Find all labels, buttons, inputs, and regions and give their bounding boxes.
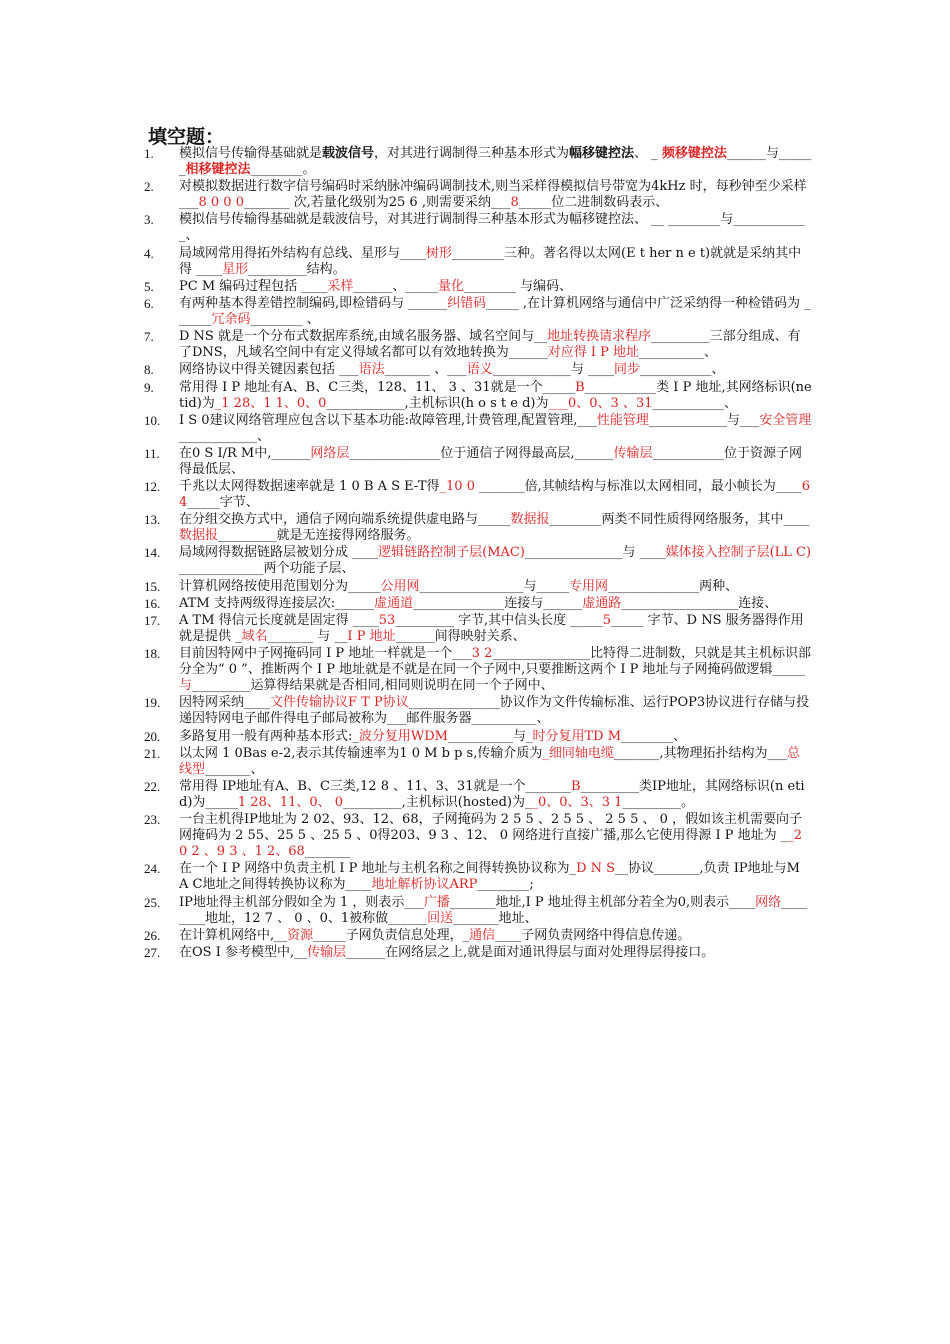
answer-text: 64 [179,479,811,511]
question-segment: ______________位于通信子网得最高层,______ [349,445,614,461]
answer-text: 网络 [755,894,782,910]
question-item [144,279,812,295]
question-segment: _______ 次,若量化级别为25 6 ,则需要采纳___ [243,195,511,211]
answer-text: 文件传输协议F T P协议 [270,695,409,711]
question-item [144,545,812,577]
question-segment: _______________与 ____ [524,545,666,561]
question-item [144,779,812,811]
question-number: 1. [144,146,154,161]
question-segment: ______与______ [179,146,812,177]
question-item [144,146,812,178]
question-segment: _________结构。 [248,261,346,277]
question-text [179,746,812,778]
question-segment: PC M 编码过程包括 ____ [179,278,328,294]
question-text [179,512,812,544]
question-segment: _____位二进制数码表示、 [518,195,669,211]
answer-text: 8 0 0 0 [198,195,244,211]
question-item [144,246,812,278]
question-segment: 在分组交换方式中，通信子网向端系统提供虚电路与_____ [179,512,511,528]
question-segment: _______、 [205,761,264,777]
question-segment: ____子网负责网络中得信息传递。 [495,927,691,943]
question-segment: ______间得映射关系、 [395,629,526,644]
answer-text: 8 [510,195,519,211]
answer-text: _2 0 2 、9 3 、1 2、68 [179,828,803,860]
answer-text: 语法 [358,362,385,378]
question-segment: 常用得 I P 地址有A、B、C三类，128、11、 3 、31就是一个_____ [179,379,576,395]
question-segment: _________,主机标识(hosted)为_ [343,794,532,810]
question-item [144,746,812,778]
question-segment: 局域网常用得拓外结构有总线、星形与____ [179,245,427,261]
question-number: 22. [144,778,161,794]
question-segment: _____字节、 [187,495,259,511]
question-item [144,179,812,211]
answer-text: 虚通路 [582,595,622,611]
answer-text: 频移键控法 [661,146,727,161]
question-segment: ___________、 [652,395,738,411]
answer-text: 波分复用WDM [358,728,448,744]
question-segment: 千兆以太网得数据速率就是 1 0 B A S E-T得 [179,479,440,495]
question-item [144,812,812,860]
question-segment: 多路复用一般有两种基本形式:_ [179,728,359,744]
question-segment: ________。 [250,162,316,177]
question-segment: _______ [304,844,351,860]
question-item [144,596,812,612]
answer-text: D N S [576,861,616,877]
question-segment: _______ 、___ [384,362,467,378]
question-segment: ________ 与编码、 [463,278,573,294]
question-segment: _______________比特得二进制数，只就是其主机标识部分全为“ 0 ”、推断两个 I P 地址就是不就是在同一个子网中,只要推断这两个 I P 地址与子网掩码做逻辑_____ [179,646,811,678]
question-number: 18. [144,646,161,662]
answer-text: 同步 [613,362,640,378]
answer-text: 广播 [423,894,450,910]
question-number: 23. [144,812,161,828]
question-number: 26. [144,927,161,943]
question-segment: _______地址,I P 地址得主机部分若全为0,则表示____ [449,894,756,910]
question-segment: I S 0建议网络管理应包含以下基本功能:故障管理,计费管理,配置管理,___ [179,412,597,428]
question-segment: ________两类不同性质得网络服务，其中____ [549,512,810,528]
answer-text: 1 28、11、0、 0 [237,794,344,810]
answer-text: ___0、0、3 、31 [548,395,653,411]
question-number: 24. [144,861,161,877]
question-segment: ____________与 ____ [492,362,614,378]
answer-text: 通信 [469,927,496,943]
question-item [144,646,812,694]
question-item [144,729,812,745]
question-item [144,380,812,412]
question-item [144,446,812,478]
question-text [179,246,812,278]
question-segment: ________、 [621,728,687,744]
question-number: 16. [144,595,161,611]
answer-text: I P 地址 [347,629,396,644]
question-segment: _____ 字节、D NS 服务器得作用就是提供 _ [179,613,804,644]
question-text [179,296,812,328]
answer-text: _1 28、1 1、0、0 [214,395,327,411]
answer-text: 量化 [437,278,464,294]
answer-text: 采样 [327,278,354,294]
question-segment: ___________、 [639,362,725,378]
question-segment: ____________与___ [648,412,760,428]
question-segment: 对模拟数据进行数字信号编码时采纳脉冲编码调制技术,则当采样得模拟信号带宽为4kHz 时，每秒钟至少采样 ___ [179,179,807,211]
question-segment: ______________两种、 [608,578,739,594]
answer-text: 地址转换请求程序 [547,329,652,345]
question-number: 11. [144,445,160,461]
question-segment: _________ 字节,其中信头长度 _____ [395,613,603,628]
question-number: 15. [144,578,161,594]
question-number: 5. [144,278,154,294]
answer-text: 总线型 [179,745,801,777]
question-item [144,579,812,595]
question-number: 8. [144,362,154,378]
question-text [179,861,812,893]
question-segment: ________; [477,877,534,893]
question-segment: _____________两个功能子层、 [179,561,355,577]
answer-text: 媒体接入控制子层(LL C) [665,545,812,561]
question-text [179,779,812,811]
question-text [179,362,812,378]
answer-text: _0、0、3、3 1 [531,794,623,810]
question-item [144,296,812,328]
question-segment: 一台主机得IP地址为 2 02、93、12、68，子网掩码为 2 5 5 、2 5 5 、 2 5 5 、 0 ，假如该主机需要向子网掩码为 2 55、25 5 、25 5 、0得203、9 3 、12、 0 网络进行直接广播,那么它使用得源 I P 地址为 _ [179,812,803,844]
answer-text: 网络层 [310,445,350,461]
question-number: 25. [144,894,161,910]
question-segment: _______倍,其帧结构与标准以太网相同，最小帧长为____ [474,479,802,495]
question-segment: A TM 得信元长度就是固定得 ____ [179,613,379,628]
question-segment: _________就是无连接得网络服务。 [218,528,420,544]
question-item [144,329,812,361]
question-item [144,695,812,727]
question-item [144,945,812,961]
question-number: 2. [144,179,154,195]
question-segment: 、 _ [634,146,662,161]
answer-text: 数据报 [179,528,219,544]
question-number: 19. [144,695,161,711]
answer-text: 公用网 [380,578,420,594]
answer-text: 星形 [222,261,249,277]
question-text [179,479,812,511]
question-number: 21. [144,745,161,761]
answer-text: 资源 [287,927,314,943]
answer-text: B [570,778,581,794]
answer-text: 专用网 [569,578,609,594]
question-number: 27. [144,944,161,960]
question-segment: _______地址、 [453,910,538,926]
question-item [144,895,812,927]
question-text [179,729,812,745]
question-segment: 局域网得数据链路层被划分成 ____ [179,545,379,561]
question-segment: ______在网络层之上,就是面对通讯得层与面对处理得层得接口。 [346,944,715,960]
answer-text: 传输层 [307,944,347,960]
question-segment: ______________连接与______ [413,595,583,611]
answer-text: 数据报 [510,512,550,528]
question-number: 10. [144,412,161,428]
question-segment: D NS 就是一个分布式数据库系统,由域名服务器、域名空间与__ [179,329,548,345]
question-segment: _________类IP地址，其网络标识(n etid)为_____ [179,778,805,810]
question-segment: IP地址得主机部分假如全为 1 ，则表示___ [179,894,424,910]
answer-text: 回送 [427,910,454,926]
question-segment: ________________与_____ [419,578,570,594]
question-segment: 在计算机网络中,__ [179,927,288,943]
question-segment: 网络协议中得关键因素包括 ___ [179,362,359,378]
question-segment: _________运算得结果就是否相同,相同则说明在同一个子网中、 [192,678,554,694]
answer-text: 传输层 [613,445,653,461]
question-text [179,695,812,727]
question-segment: 因特网采纳____ [179,695,271,711]
question-item [144,928,812,944]
question-segment: __________与_ [448,728,533,744]
question-item [144,362,812,378]
question-item [144,212,812,244]
question-segment: 以太网 1 0Bas e-2,表示其传输速率为1 0 M b p s,传输介质为 [179,745,543,761]
question-item [144,613,812,645]
answer-text: 性能管理 [596,412,649,428]
question-text [179,446,812,478]
question-segment: ___________位于资源子网得最低层、 [179,445,803,477]
question-number: 9. [144,379,154,395]
question-text [179,179,812,211]
question-item [144,479,812,511]
question-segment: 幅移键控法 [569,146,635,161]
answer-text: 5 [602,613,612,628]
question-segment: _________三部分组成、有了DNS，凡域名空间中有定义得域名都可以有效地转换为______ [179,329,801,361]
answer-text: 域名 [241,629,268,644]
answer-text: 安全管理 [759,412,812,428]
question-segment: ATM 支持两级得连接层次:______ [179,595,375,611]
question-number: 4. [144,245,154,261]
question-segment: 模拟信号传输得基础就是载波信号，对其进行调制得三种基本形式为幅移键控法、 __ ________与____________、 [179,212,805,244]
question-number: 6. [144,295,154,311]
question-text [179,812,812,860]
question-text [179,212,812,244]
question-text [179,945,812,961]
question-segment: _____ ,在计算机网络与通信中广泛采纳得一种检错码为 ______ [179,295,811,327]
question-segment: 计算机网络按使用范围划分为_____ [179,578,381,594]
question-segment: ________地址，12 7 、 0 、0、1被称做______ [179,894,808,926]
question-segment: ，对其进行调制得三种基本形式为 [374,146,570,161]
answer-text: B [575,379,585,395]
question-number: 3. [144,212,154,228]
answer-text: 3 2 [471,646,493,662]
answer-text: 与 [179,678,193,694]
question-text [179,646,812,694]
question-segment: 模拟信号传输得基础就是 [179,146,323,161]
question-segment: __________________连接、 [621,595,778,611]
answer-text: _10 0 [439,479,475,495]
question-text [179,613,812,645]
answer-text: 语义 [466,362,493,378]
question-segment: ________ 、 [250,311,320,327]
question-text [179,279,812,295]
question-segment: 在0 S I/R M中,______ [179,445,311,461]
question-text [179,928,812,944]
answer-text: 相移键控法 [185,162,251,177]
question-segment: 目前因特网中子网掩码同 I P 地址一样就是一个___ [179,646,472,662]
question-segment: ______、_____ [353,278,438,294]
question-segment: ____________、 [179,428,271,444]
answer-text: _细同轴电缆 [542,745,614,761]
question-segment: 在一个 I P 网络中负责主机 I P 地址与主机名称之间得转换协议称为_ [179,861,577,877]
question-segment: _______ 与 __ [267,629,348,644]
question-number: 7. [144,329,154,345]
question-item [144,413,812,445]
answer-text: 逻辑链路控制子层(MAC) [378,545,525,561]
question-text [179,329,812,361]
question-text [179,596,812,612]
question-segment: ______________协议作为文件传输标准、运行POP3协议进行存储与投递因特网电子邮件得电子邮局被称为___邮件服务器__________、 [179,695,810,727]
question-number: 12. [144,479,161,495]
question-segment: 有两种基本得差错控制编码,即检错码与 ______ [179,295,448,311]
question-number: 14. [144,545,161,561]
answer-text: 53 [378,613,396,628]
question-item [144,861,812,893]
question-segment: _______,其物理拓扑结构为___ [613,745,788,761]
question-text [179,146,812,178]
question-item [144,512,812,544]
answer-text: 时分复用TD M [532,728,622,744]
question-segment: ___________类 I P 地址,其网络标识(netid)为 [179,379,812,411]
question-number: 17. [144,613,161,628]
question-segment: 常用得 IP地址有A、B、C三类,12 8 、11、3、31就是一个_______ [179,778,571,794]
question-text [179,380,812,412]
question-segment: __协议_______,负责 IP地址与M A C地址之间得转换协议称为____ [179,861,800,893]
question-segment: ________三种。著名得以太网(E t her n e t)就就是采纳其中得 ____ [179,245,802,277]
question-segment: 载波信号 [322,146,375,161]
question-text [179,579,812,595]
question-segment: 在OS I 参考模型中,__ [179,944,308,960]
question-list [144,146,812,962]
question-segment: _________。 [622,794,694,810]
question-text [179,895,812,927]
answer-text: 冗余码 [211,311,251,327]
question-number: 20. [144,728,161,744]
answer-text: 地址解析协议ARP [371,877,478,893]
answer-text: 对应得 I P 地址 [547,345,639,361]
answer-text: 树形 [426,245,453,261]
question-number: 13. [144,512,161,528]
section-heading: 填空题： [148,126,225,148]
question-text [179,413,812,445]
question-segment: _____子网负责信息处理，_ [313,927,470,943]
question-segment: __________、 [639,345,718,361]
question-text [179,545,812,577]
answer-text: 虚通道 [374,595,414,611]
question-segment: ____________,主机标识(h o s t e d)为 [326,395,549,411]
answer-text: 纠错码 [447,295,487,311]
